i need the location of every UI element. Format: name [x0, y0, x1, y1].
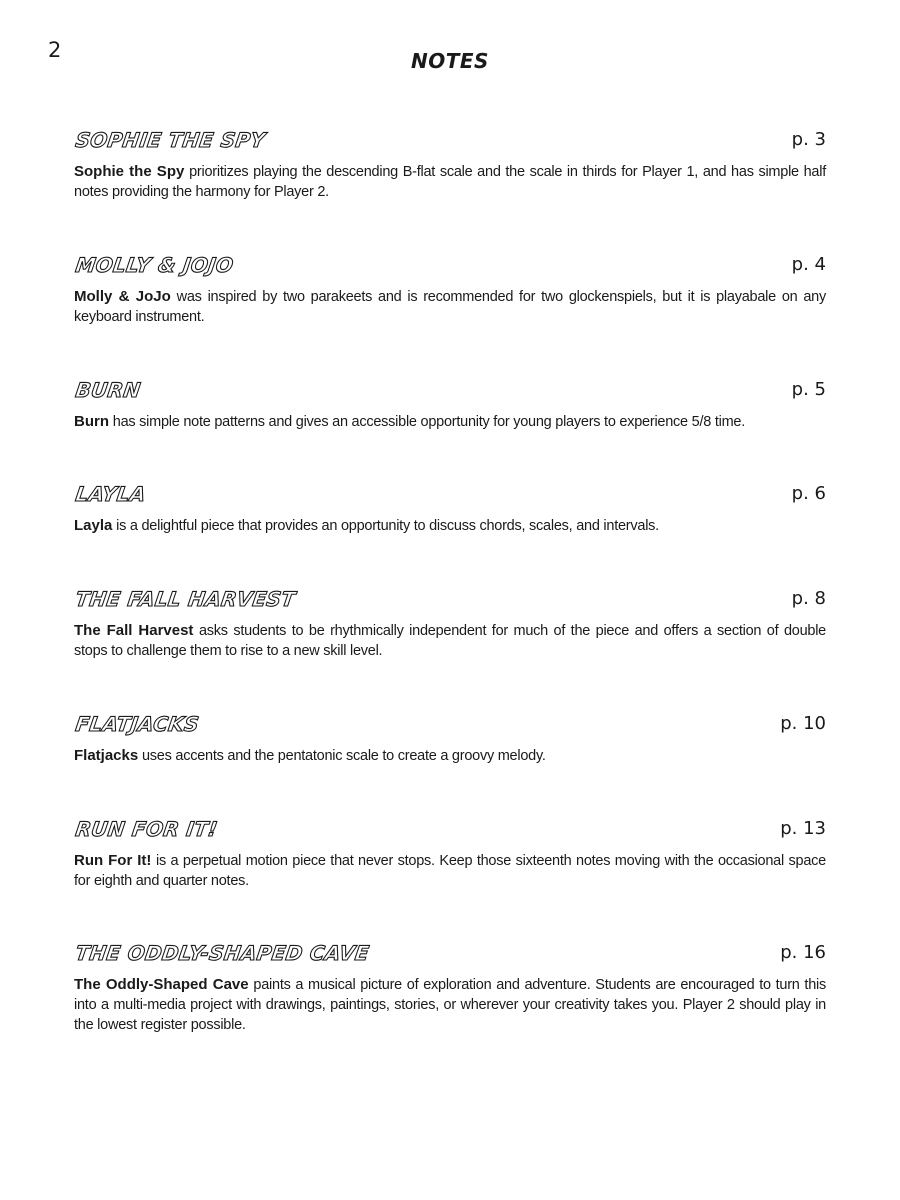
entry-header — [74, 482, 826, 508]
note-entry-sophie-the-spy — [74, 128, 826, 253]
entry-text: uses accents and the pentatonic scale to create a groovy melody. — [138, 748, 546, 764]
entry-header — [74, 378, 826, 404]
entry-header — [74, 128, 826, 154]
entry-lead: Layla — [74, 517, 113, 534]
entry-title: BURN — [74, 378, 143, 402]
entry-lead: Burn — [74, 413, 109, 430]
note-entry-layla — [74, 482, 826, 587]
note-entry-the-fall-harvest — [74, 587, 826, 712]
entry-description — [74, 746, 826, 766]
note-entry-burn — [74, 378, 826, 482]
entry-text: is a delightful piece that provides an opportunity to discuss chords, scales, and intervals. — [112, 518, 659, 534]
entry-description — [74, 975, 826, 1035]
entry-text: has simple note patterns and gives an accessible opportunity for young players to experience 5/8 time. — [109, 414, 745, 430]
entry-text: is a perpetual motion piece that never stops. Keep those sixteenth notes moving with the occasional space for eighth and quarter notes. — [74, 853, 826, 889]
note-entry-molly-jojo — [74, 253, 826, 378]
entry-page-ref: p. 13 — [780, 818, 826, 839]
entry-page-ref: p. 4 — [791, 254, 826, 275]
note-entry-flatjacks — [74, 712, 826, 817]
entry-header — [74, 587, 826, 613]
entry-title: THE FALL HARVEST — [74, 587, 297, 611]
entry-lead: The Fall Harvest — [74, 622, 194, 639]
note-entry-run-for-it — [74, 817, 826, 941]
entry-description — [74, 851, 826, 891]
entry-text: paints a musical picture of exploration and adventure. Students are encouraged to turn this into a multi-media project with drawings, paintings, stories, or wherever your creativity takes you. Player 2 should play in the lowest register possible. — [74, 977, 826, 1033]
entry-page-ref: p. 8 — [791, 588, 826, 609]
page-title: NOTES — [411, 49, 489, 73]
page-number: 2 — [48, 38, 62, 62]
entry-lead: Sophie the Spy — [74, 163, 185, 180]
entry-text: was inspired by two parakeets and is recommended for two glockenspiels, but it is playabale on any keyboard instrument. — [74, 289, 826, 325]
entry-page-ref: p. 6 — [791, 483, 826, 504]
entry-title: RUN FOR IT! — [74, 817, 220, 841]
entry-header — [74, 817, 826, 843]
entry-text: prioritizes playing the descending B-flat scale and the scale in thirds for Player 1, and has simple half notes providing the harmony for Player 2. — [74, 164, 826, 200]
notes-list — [74, 128, 826, 1035]
entry-lead: Molly & JoJo — [74, 288, 171, 305]
entry-page-ref: p. 5 — [791, 379, 826, 400]
entry-description — [74, 516, 826, 536]
entry-text: asks students to be rhythmically independent for much of the piece and offers a section of double stops to challenge them to rise to a new skill level. — [74, 623, 826, 659]
entry-lead: Flatjacks — [74, 747, 139, 764]
entry-page-ref: p. 3 — [791, 129, 826, 150]
note-entry-the-oddly-shaped-cave — [74, 941, 826, 1035]
entry-header — [74, 941, 826, 967]
entry-description — [74, 621, 826, 661]
entry-title: THE ODDLY-SHAPED CAVE — [74, 941, 371, 965]
entry-title: LAYLA — [74, 482, 148, 506]
entry-header — [74, 712, 826, 738]
entry-lead: The Oddly-Shaped Cave — [74, 976, 249, 993]
entry-page-ref: p. 10 — [780, 713, 826, 734]
entry-header — [74, 253, 826, 279]
entry-title: MOLLY & JOJO — [74, 253, 235, 277]
entry-title: SOPHIE THE SPY — [74, 128, 267, 152]
entry-page-ref: p. 16 — [780, 942, 826, 963]
entry-description — [74, 162, 826, 202]
entry-description — [74, 287, 826, 327]
entry-description — [74, 412, 826, 432]
entry-lead: Run For It! — [74, 852, 152, 869]
entry-title: FLATJACKS — [74, 712, 201, 736]
